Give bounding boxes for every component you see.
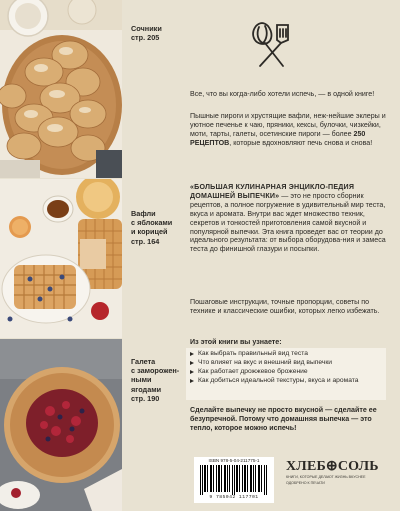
barcode xyxy=(194,457,274,503)
barcode-bars xyxy=(200,465,268,495)
paragraph-instructions xyxy=(190,298,386,316)
caption-line: стр. 190 xyxy=(131,393,160,403)
barcode-number: 9 785042 117701 xyxy=(209,495,259,500)
photo-pastries xyxy=(0,0,122,178)
caption-line: с яблоками xyxy=(131,218,173,228)
caption-line: ягодами xyxy=(131,384,162,394)
paragraph-body: — это не просто сборник рецептов, а полное погружение в удивительный мир теста, вкуса и аромата. Внутри вас ждет множество техник, секретов и тонкостей приготовления самой вкусной и популярной выпечки. Эта книга проведет вас от теории до идеального результата: от выбора оборудова-ния и замеса теста до финишной глазури и посыпки. xyxy=(190,191,386,254)
closing-line: Сделайте выпечку не просто вкусной — сделайте ее безупречной. Потому что домашняя выпечка — это тепло, которое можно испечь! xyxy=(190,406,377,432)
intro-text xyxy=(190,90,386,99)
caption-line: Вафли xyxy=(131,209,156,218)
caption-line: Сочники xyxy=(131,24,162,33)
paragraph-body: Пошаговые инструкции, точные пропорции, советы по технике и классические ошибки, которых легко избежать. xyxy=(190,298,380,315)
learn-item: Как выбрать правильный вид теста xyxy=(190,350,386,359)
caption-waffles xyxy=(131,209,172,246)
paragraph-encyclopedia xyxy=(190,183,386,254)
learn-title: Из этой книги вы узнаете: xyxy=(190,338,282,346)
book-title: «БОЛЬШАЯ КУЛИНАРНАЯ ЭНЦИКЛО-ПЕДИЯ ДОМАШНЕЙ ВЫПЕЧКИ» xyxy=(190,183,355,200)
caption-line: стр. 164 xyxy=(131,236,160,246)
caption-line: с заморожен- xyxy=(131,366,180,376)
intro-line: Все, что вы когда-либо хотели испечь, — в одной книге! xyxy=(190,90,375,98)
photo-column xyxy=(0,0,122,511)
caption-line: ными xyxy=(131,375,152,385)
caption-galette xyxy=(131,357,179,403)
learn-item: Как работает дрожжевое брожение xyxy=(190,368,386,377)
publisher-logo xyxy=(286,458,386,485)
caption-pastries xyxy=(131,24,162,42)
paragraph-lead: Пышные пироги и хрустящие вафли, неж-нейшие эклеры и уютное печенье к чаю, пряники, кексы, булочки, чизкейки, моти, тарты, галеты, осетинские пироги — более xyxy=(190,112,386,138)
closing-text xyxy=(190,406,386,433)
isbn-text: ISBN 978-5-04-211775-1 xyxy=(208,458,260,463)
publisher-tagline: КНИГИ, КОТОРЫЕ ДЕЛАЮТ ЖИЗНЬ ВКУСНЕЕ xyxy=(286,475,366,479)
whisk-spatula-icon xyxy=(250,22,292,72)
caption-line: стр. 205 xyxy=(131,33,160,43)
learn-list xyxy=(190,350,386,386)
publisher-imprint: ОДОБРЕНО К ПЕЧАТИ xyxy=(286,481,325,486)
publisher-name: ХЛЕБ⊕СОЛЬ xyxy=(286,459,379,474)
caption-line: и корицей xyxy=(131,227,168,237)
photo-waffles xyxy=(0,179,122,338)
recipe-count: 250 РЕЦЕПТОВ xyxy=(190,129,366,147)
paragraph-recipes xyxy=(190,112,386,148)
learn-item: Что влияет на вкус и внешний вид выпечки xyxy=(190,359,386,368)
paragraph-tail: , которые вдохновляют печь снова и снова! xyxy=(229,138,373,147)
learn-item: Как добиться идеальной текстуры, вкуса и аромата xyxy=(190,377,386,386)
photo-galette xyxy=(0,339,122,511)
caption-line: Галета xyxy=(131,357,156,366)
